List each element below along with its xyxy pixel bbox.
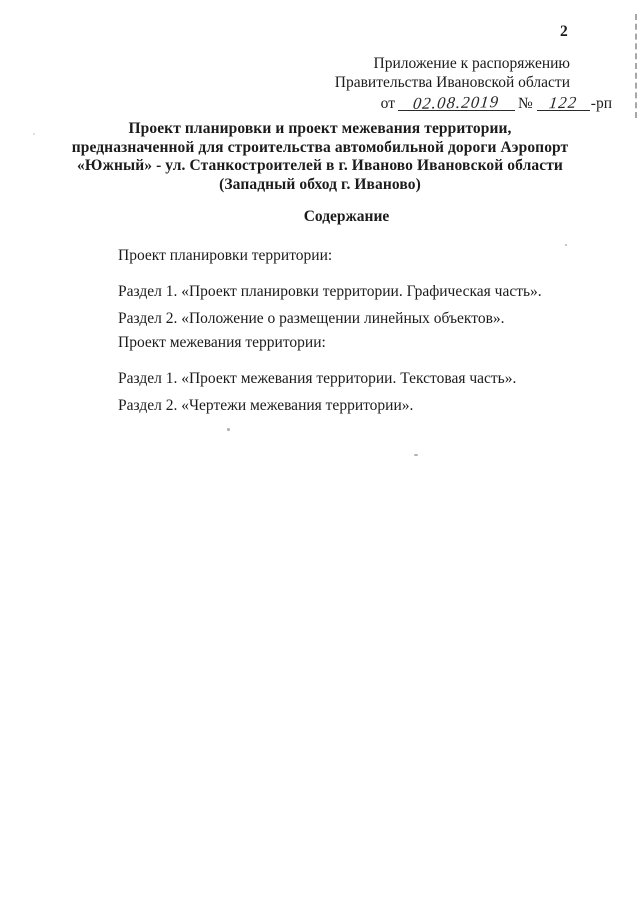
document-title — [0, 120, 640, 194]
contents-list — [118, 247, 618, 424]
handwritten-number-field — [537, 93, 590, 111]
scan-artifact-speck — [33, 133, 35, 135]
annex-reference-block — [335, 54, 612, 113]
from-label: от — [380, 94, 395, 112]
title-line: предназначенной для строительства автомобильной дороги Аэропорт — [71, 138, 569, 156]
title-line: Проект планировки и проект межевания территории, — [128, 120, 512, 137]
toc-item: Раздел 1. «Проект межевания территории. Текстовая часть». — [118, 370, 517, 387]
title-line: (Западный обход г. Иваново) — [219, 175, 421, 193]
handwritten-date: 02.08.2019 — [412, 91, 501, 113]
number-sign: № — [517, 94, 533, 112]
toc-item: Раздел 2. «Положение о размещении линейных объектов». — [118, 310, 505, 327]
toc-item: Раздел 1. «Проект планировки территории. Графическая часть». — [118, 283, 542, 300]
annex-date-row — [335, 93, 612, 113]
toc-item: Раздел 2. «Чертежи межевания территории». — [118, 397, 414, 414]
toc-section-header: Проект межевания территории: — [118, 334, 326, 351]
annex-line-1: Приложение к распоряжению — [373, 55, 570, 72]
scan-artifact-speck — [565, 244, 567, 246]
handwritten-number: 122 — [548, 92, 579, 112]
scan-artifact-edge-line — [635, 14, 637, 118]
number-suffix: -рп — [590, 94, 612, 112]
toc-section-header: Проект планировки территории: — [118, 247, 333, 264]
annex-line-2: Правительства Ивановской области — [334, 74, 570, 91]
title-line: «Южный» - ул. Станкостроителей в г. Иваново Ивановской области — [77, 157, 563, 175]
scan-artifact-speck — [597, 104, 600, 108]
scan-artifact-speck — [414, 454, 418, 456]
scan-artifact-speck — [227, 428, 230, 431]
page-number: 2 — [560, 23, 568, 40]
contents-heading: Содержание — [303, 208, 390, 225]
handwritten-date-field — [398, 93, 515, 111]
